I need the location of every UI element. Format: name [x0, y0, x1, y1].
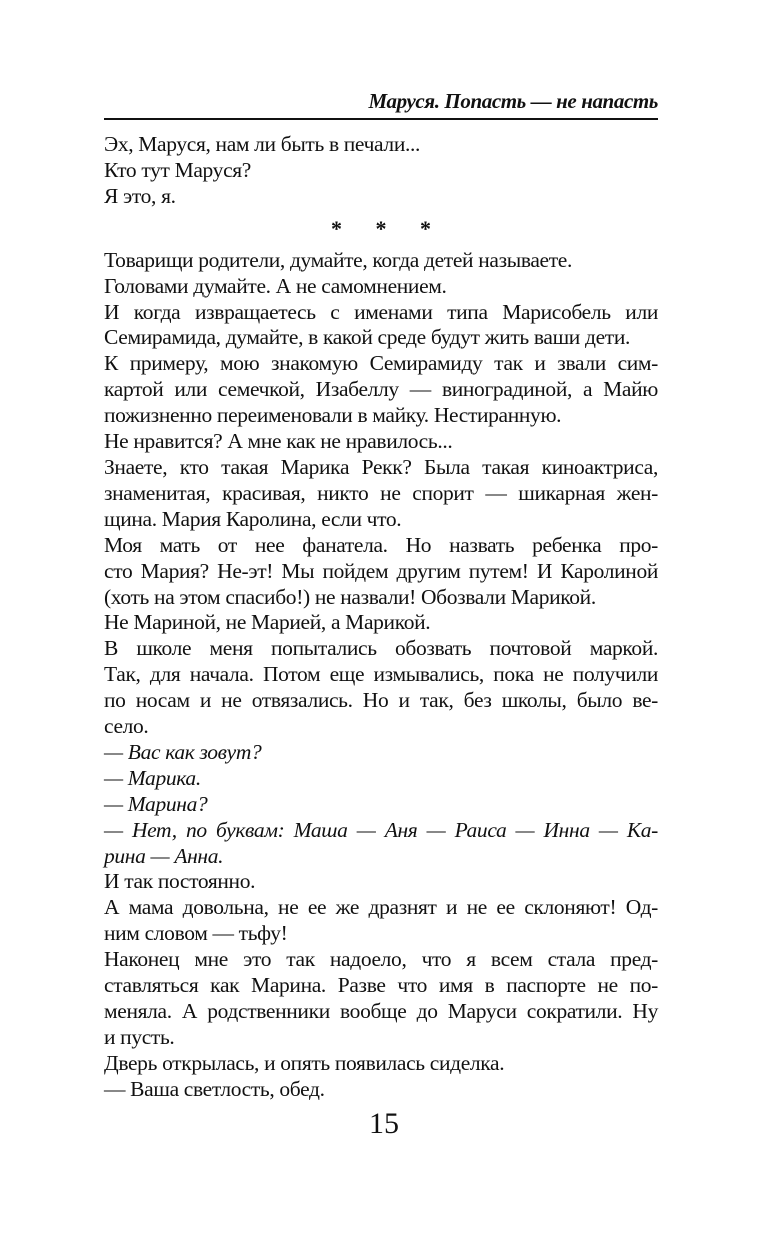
poem-line: Я это, я. [104, 183, 176, 208]
dialogue-line: рина — Анна. [104, 843, 224, 868]
poem-stanza [104, 132, 658, 210]
page-text [104, 132, 658, 1103]
text-line: село. [104, 714, 149, 739]
text-line: пожизненно переименовали в майку. Нестиранную. [104, 403, 562, 428]
text-line: меняла. А родственники вообще до Маруси сократили. Ну [104, 999, 658, 1023]
text-line: И когда извращаетесь с именами типа Марисобель или [104, 299, 658, 324]
text-line: знаменитая, красивая, никто не спорит — шикарная жен- [104, 480, 658, 505]
body-text [104, 248, 658, 1103]
text-line: ставляться как Марина. Разве что имя в паспорте не по- [104, 973, 658, 998]
dialogue-line: — Вас как зовут? [104, 739, 262, 764]
dialogue-line: — Нет, по буквам: Маша — Аня — Раиса — Инна — Ка- [104, 817, 658, 842]
text-line: сто Мария? Не-эт! Мы пойдем другим путем! И Каролиной [104, 558, 658, 583]
text-line: и пусть. [104, 1024, 175, 1049]
text-line: Моя мать от нее фанатела. Но назвать ребенка про- [104, 532, 658, 557]
text-line: щина. Мария Каролина, если что. [104, 506, 402, 531]
text-line: — Ваша светлость, обед. [104, 1076, 325, 1101]
poem-line: Эх, Маруся, нам ли быть в печали... [104, 132, 421, 156]
text-line: Дверь открылась, и опять появилась сиделка. [104, 1050, 505, 1075]
text-line: И так постоянно. [104, 869, 256, 894]
text-line: Знаете, кто такая Марика Рекк? Была такая киноактриса, [104, 454, 658, 479]
text-line: (хоть на этом спасибо!) не назвали! Обозвали Марикой. [104, 584, 596, 609]
text-line: А мама довольна, не ее же дразнят и не ее склоняют! Од- [104, 895, 658, 920]
text-line: В школе меня попытались обозвать почтовой маркой. [104, 636, 658, 661]
poem-line: Кто тут Маруся? [104, 157, 251, 182]
text-line: Семирамида, думайте, в какой среде будут жить ваши дети. [104, 325, 630, 350]
text-line: картой или семечкой, Изабеллу — виноградиной, а Майю [104, 377, 658, 402]
page-number: 15 [369, 1107, 399, 1140]
dialogue-line: — Марика. [104, 765, 201, 790]
text-line: Не нравится? А мне как не нравилось... [104, 429, 453, 454]
running-head: Маруся. Попасть — не напасть [368, 89, 658, 113]
text-line: Так, для начала. Потом еще измывались, пока не получили [104, 662, 658, 687]
dialogue-line: — Марина? [104, 791, 208, 816]
text-line: ним словом — тьфу! [104, 921, 288, 946]
text-line: Головами думайте. А не самомнением. [104, 273, 447, 298]
section-separator: * * * [331, 215, 445, 241]
header-rule [104, 118, 658, 120]
text-line: Товарищи родители, думайте, когда детей называете. [104, 247, 572, 272]
text-line: по носам и не отвязались. Но и так, без школы, было ве- [104, 688, 658, 713]
text-line: К примеру, мою знакомую Семирамиду так и звали сим- [104, 351, 658, 376]
text-line: Наконец мне это так надоело, что я всем стала пред- [104, 947, 658, 972]
text-line: Не Мариной, не Марией, а Марикой. [104, 610, 431, 635]
